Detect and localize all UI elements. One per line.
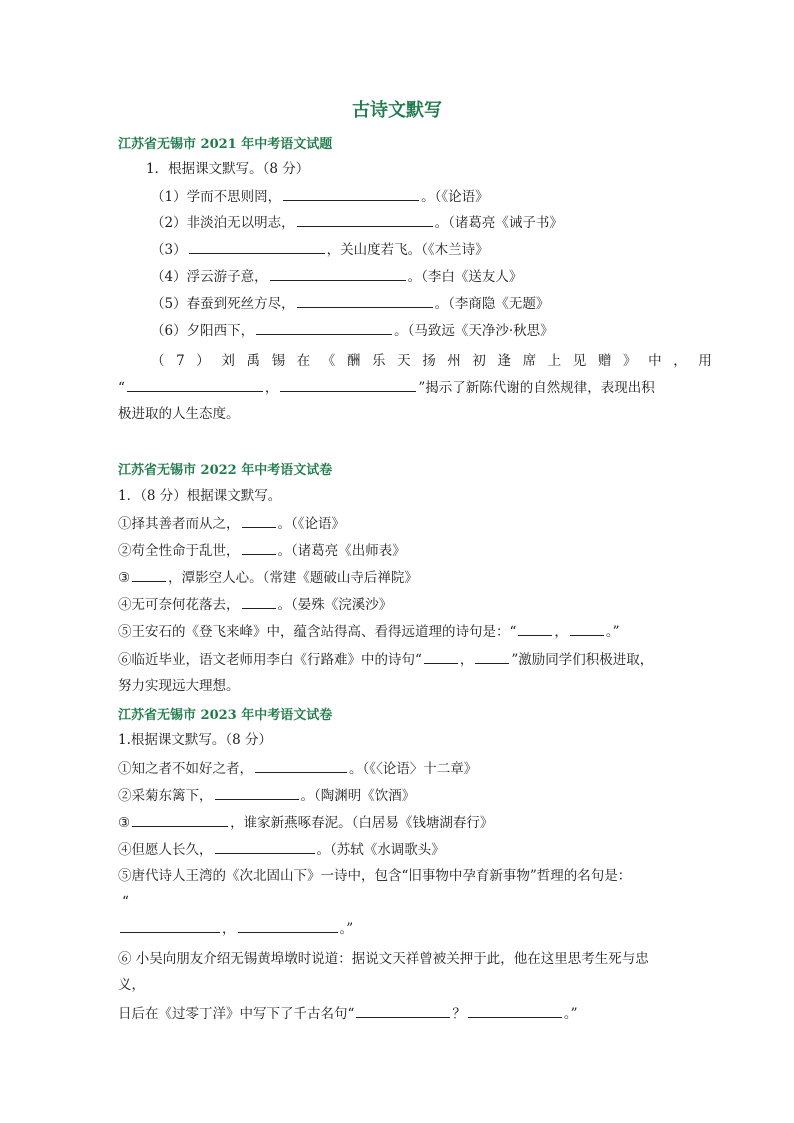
item-2021-7-line2: “ ， ”揭示了新陈代谢的自然规律，表现出积 [118,380,655,396]
item-2023-5-quote-open: “ [122,894,129,910]
answer-blank[interactable] [238,919,338,933]
item-2021-7-line1: （7）刘禹锡在《酬乐天扬州初逢席上见赠》中，用 [151,353,724,369]
answer-blank[interactable] [242,595,276,609]
item-2022-4: ④无可奈何花落去， 。（晏殊《浣溪沙》 [118,597,393,613]
answer-blank[interactable] [283,187,419,201]
item-2021-2: （2）非淡泊无以明志， 。（诸葛亮《诫子书》 [151,215,563,231]
answer-blank[interactable] [127,378,263,392]
answer-blank[interactable] [570,622,604,636]
answer-blank[interactable] [132,813,228,827]
item-2021-7-line3: 极进取的人生态度。 [118,406,240,422]
page-title: 古诗文默写 [352,100,442,121]
section-heading-2021: 江苏省无锡市 2021 年中考语文试题 [118,137,333,152]
item-2021-3: （3） ，关山度若飞。（《木兰诗》 [151,242,489,258]
item-2023-1: ①知之者不如好之者， 。（《〈论语〉十二章》 [118,761,478,777]
item-2023-6-line2: 义， [118,977,145,993]
item-2023-4: ④但愿人长久， 。（苏轼《水调歌头》 [118,842,445,858]
item-2023-3: ③ ，谁家新燕啄春泥。（白居易《钱塘湖春行》 [118,815,494,831]
answer-blank[interactable] [120,919,220,933]
answer-blank[interactable] [518,622,552,636]
item-2021-4: （4）浮云游子意， 。（李白《送友人》 [151,269,523,285]
answer-blank[interactable] [242,541,276,555]
item-2022-3: ③ ，潭影空人心。（常建《题破山寺后禅院》 [118,570,418,586]
answer-blank[interactable] [468,1004,562,1018]
item-2023-2: ②采菊东篱下， 。（陶渊明《饮酒》 [118,788,416,804]
item-2021-6: （6）夕阳西下， 。（马致远《天净沙·秋思》 [151,323,554,339]
answer-blank[interactable] [215,786,299,800]
item-2022-2: ②苟全性命于乱世， 。（诸葛亮《出师表》 [118,543,406,559]
answer-blank[interactable] [297,294,433,308]
section-heading-2023: 江苏省无锡市 2023 年中考语文试卷 [118,708,333,723]
item-2023-6-line3: 日后在《过零丁洋》中写下了千古名句“ ？ 。” [118,1006,578,1022]
item-2023-5-blanks: ， 。” [118,919,353,938]
item-2022-6-line2: 努力实现远大理想。 [118,678,240,694]
item-2023-6: ⑥ 小吴向朋友介绍无锡黄埠墩时说道：据说文天祥曾被关押于此，他在这里思考生死与忠 [118,951,649,967]
item-2022-6: ⑥临近毕业，语文老师用李白《行路难》中的诗句“ ， ”激励同学们积极进取， [118,652,654,668]
answer-blank[interactable] [280,378,416,392]
question-2023-prompt: 1.根据课文默写。（8 分） [118,732,273,748]
item-2021-5: （5）春蚕到死丝方尽， 。（李商隐《无题》 [151,296,550,312]
item-2022-1: ①择其善者而从之， 。（《论语》 [118,516,345,532]
answer-blank[interactable] [255,759,347,773]
answer-blank[interactable] [270,267,406,281]
answer-blank[interactable] [242,514,276,528]
item-2021-1: （1）学而不思则罔， 。（《论语》 [151,189,489,205]
item-2022-5: ⑤王安石的《登飞来峰》中，蕴含站得高、看得远道理的诗句是：“ ， 。” [118,624,620,640]
question-2022-prompt: 1．（8 分）根据课文默写。 [118,488,282,504]
answer-blank[interactable] [215,840,315,854]
section-heading-2022: 江苏省无锡市 2022 年中考语文试卷 [118,463,333,478]
answer-blank[interactable] [132,568,166,582]
item-2023-5: ⑤唐代诗人王湾的《次北固山下》一诗中，包含“旧事物中孕育新事物”哲理的名句是： [118,868,632,884]
answer-blank[interactable] [475,650,509,664]
answer-blank[interactable] [256,321,392,335]
answer-blank[interactable] [297,213,433,227]
question-2021-prompt: 1．根据课文默写。（8 分） [146,161,310,177]
answer-blank[interactable] [424,650,458,664]
answer-blank[interactable] [189,240,325,254]
answer-blank[interactable] [356,1004,450,1018]
